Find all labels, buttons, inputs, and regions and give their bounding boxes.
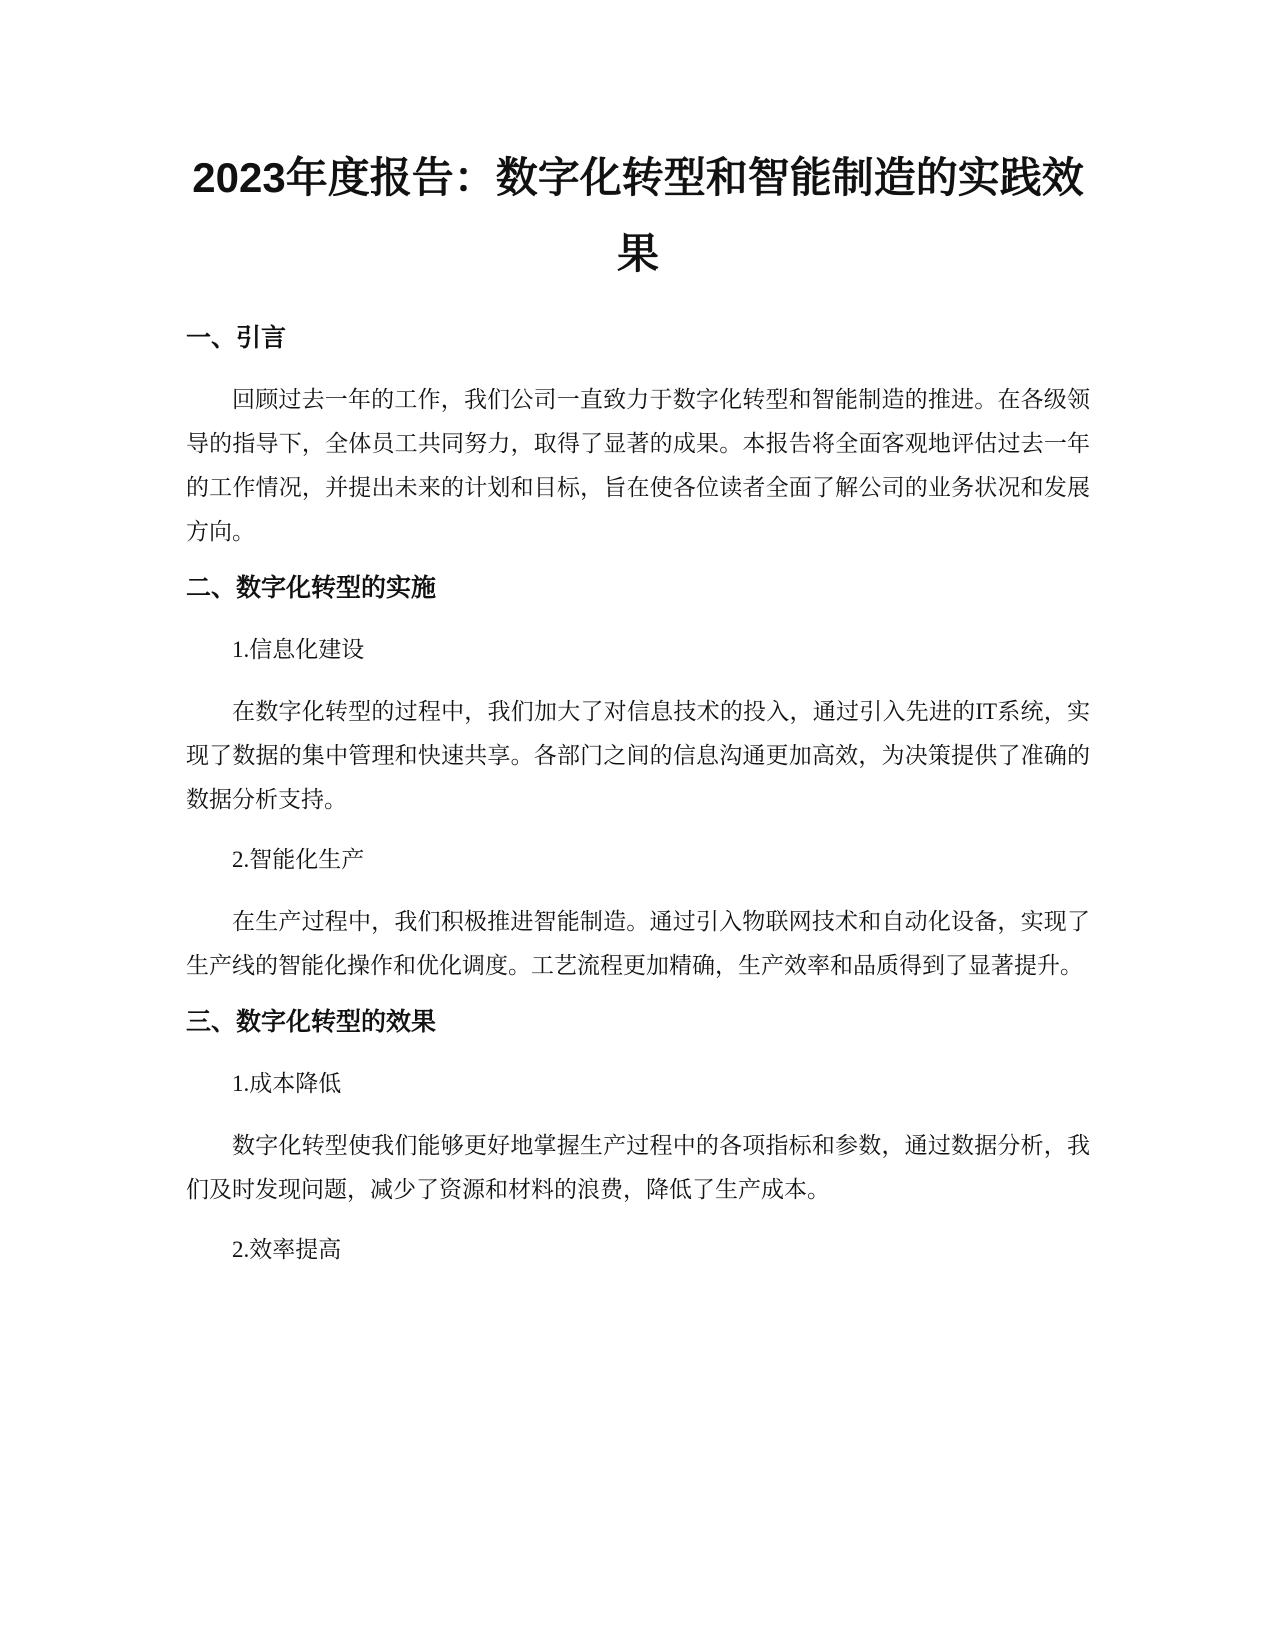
document-page — [186, 140, 1090, 1290]
section-implementation — [186, 570, 1090, 988]
document-title: 2023年度报告：数字化转型和智能制造的实践效果 — [192, 154, 1084, 277]
section-introduction — [186, 320, 1090, 554]
section-heading: 二、数字化转型的实施 — [186, 574, 437, 602]
paragraph: 在数字化转型的过程中，我们加大了对信息技术的投入，通过引入先进的IT系统，实现了数据的集中管理和快速共享。各部门之间的信息沟通更加高效，为决策提供了准确的数据分析支持。 — [186, 699, 1090, 812]
paragraph: 回顾过去一年的工作，我们公司一直致力于数字化转型和智能制造的推进。在各级领导的指导下，全体员工共同努力，取得了显著的成果。本报告将全面客观地评估过去一年的工作情况，并提出未来的计划和目标，旨在使各位读者全面了解公司的业务状况和发展方向。 — [186, 387, 1090, 544]
section-heading: 一、引言 — [186, 324, 287, 352]
subheading: 1.信息化建设 — [232, 637, 365, 662]
section-heading: 三、数字化转型的效果 — [186, 1008, 437, 1036]
subheading: 2.智能化生产 — [232, 847, 365, 872]
subheading: 1.成本降低 — [232, 1071, 342, 1096]
paragraph: 数字化转型使我们能够更好地掌握生产过程中的各项指标和参数，通过数据分析，我们及时发现问题，减少了资源和材料的浪费，降低了生产成本。 — [186, 1133, 1090, 1202]
section-effects — [186, 1004, 1090, 1272]
paragraph: 在生产过程中，我们积极推进智能制造。通过引入物联网技术和自动化设备，实现了生产线的智能化操作和优化调度。工艺流程更加精确，生产效率和品质得到了显著提升。 — [186, 909, 1090, 978]
subheading: 2.效率提高 — [232, 1237, 342, 1262]
